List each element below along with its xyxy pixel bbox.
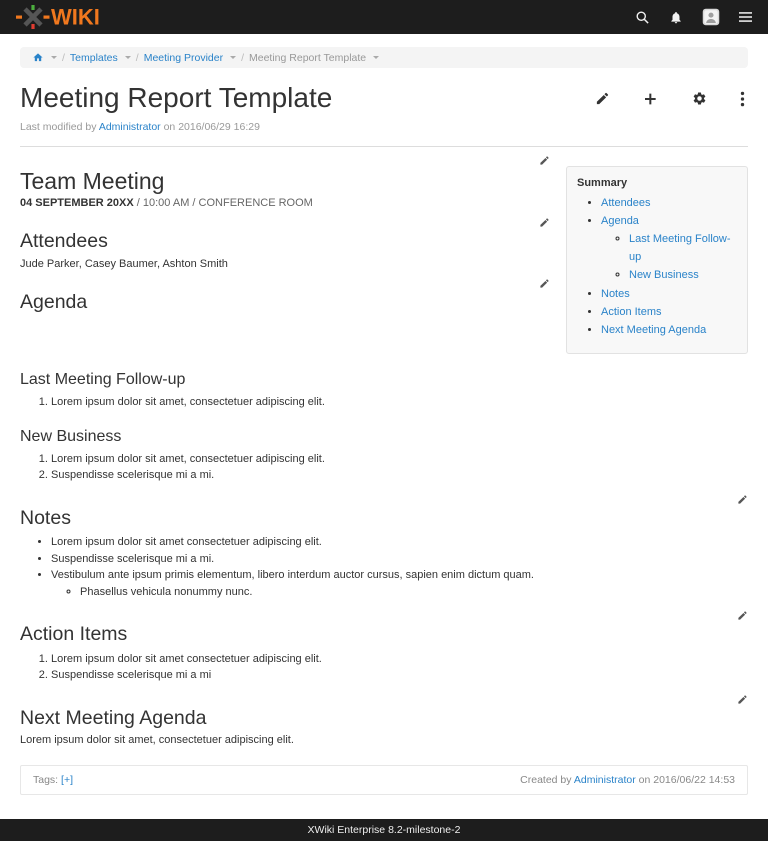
chevron-down-icon[interactable] — [373, 56, 379, 59]
summary-link-agenda[interactable]: Agenda — [601, 214, 639, 227]
home-icon[interactable] — [32, 52, 44, 63]
edit-page-button[interactable] — [595, 91, 610, 107]
section-notes — [20, 486, 748, 529]
meeting-date: 04 SEPTEMBER 20XX — [20, 197, 134, 210]
last-meeting-follow-up-list — [20, 394, 748, 411]
list-item: 2. Suspendisse scelerisque mi a mi — [51, 667, 748, 684]
summary-link-notes[interactable]: Notes — [601, 287, 630, 300]
breadcrumb-item-current: Meeting Report Template — [249, 51, 367, 64]
breadcrumb-item-meeting-provider[interactable]: Meeting Provider — [143, 51, 224, 64]
chevron-down-icon[interactable] — [51, 56, 57, 59]
created-by-line — [520, 774, 735, 786]
breadcrumb — [20, 47, 748, 68]
document-info-bar — [20, 765, 748, 795]
edit-section-pencil-icon[interactable] — [539, 217, 550, 228]
breadcrumb-separator: / — [62, 51, 65, 64]
list-item: 1. Lorem ipsum dolor sit amet, consectetuer adipiscing elit. — [51, 394, 748, 411]
chevron-down-icon[interactable] — [230, 56, 236, 59]
section-next-meeting-agenda — [20, 686, 748, 729]
section-heading-agenda: Agenda — [20, 290, 88, 313]
summary-link-next-meeting-agenda[interactable]: Next Meeting Agenda — [601, 323, 707, 336]
summary-list-item — [629, 266, 737, 284]
section-heading-notes: Notes — [20, 506, 71, 529]
list-item: • Lorem ipsum dolor sit amet consectetuer adipiscing elit. — [51, 534, 748, 551]
section-heading-attendees: Attendees — [20, 230, 108, 253]
summary-link-new-business[interactable]: New Business — [629, 269, 699, 282]
last-modified-prefix: Last modified by — [20, 120, 97, 133]
summary-list-item — [601, 321, 737, 339]
list-subitem: ◦ Phasellus vehicula nonummy nunc. — [80, 584, 748, 601]
list-item — [51, 567, 748, 600]
version-label: XWiki Enterprise 8.2-milestone-2 — [307, 824, 461, 837]
summary-list-item — [601, 285, 737, 303]
page-actions — [595, 83, 748, 107]
xwiki-logo-icon — [16, 5, 102, 29]
settings-gear-icon[interactable] — [692, 91, 707, 107]
attendees-names: Jude Parker, Casey Baumer, Ashton Smith — [20, 257, 228, 270]
section-attendees — [20, 209, 550, 252]
summary-list-item — [601, 212, 737, 285]
created-suffix: on 2016/06/22 14:53 — [638, 774, 735, 787]
breadcrumb-separator: / — [241, 51, 244, 64]
summary-panel — [566, 166, 748, 354]
created-prefix: Created by — [520, 774, 572, 787]
top-navbar — [0, 0, 768, 34]
search-icon[interactable] — [635, 10, 650, 25]
hamburger-menu-icon[interactable] — [739, 11, 752, 23]
tags-area — [33, 774, 73, 786]
summary-title: Summary — [577, 176, 628, 189]
notifications-bell-icon[interactable] — [669, 10, 683, 25]
action-items-list — [20, 651, 748, 684]
section-action-items — [20, 602, 748, 645]
last-modified-line — [20, 121, 332, 133]
edit-section-pencil-icon[interactable] — [737, 694, 748, 705]
list-item: 1. Lorem ipsum dolor sit amet, consectetuer adipiscing elit. — [51, 451, 748, 468]
created-user-link[interactable]: Administrator — [573, 774, 636, 787]
edit-section-pencil-icon[interactable] — [539, 278, 550, 289]
section-heading-new-business: New Business — [20, 427, 122, 445]
last-modified-user-link[interactable]: Administrator — [98, 120, 161, 133]
xwiki-logo-text: WIKI — [51, 5, 100, 29]
last-modified-suffix: on 2016/06/29 16:29 — [163, 120, 260, 133]
summary-list-item — [629, 230, 737, 266]
version-footer — [0, 819, 768, 841]
section-heading-last-meeting-follow-up: Last Meeting Follow-up — [20, 370, 186, 388]
list-item: 1. Lorem ipsum dolor sit amet consectetuer adipiscing elit. — [51, 651, 748, 668]
list-item-text: Vestibulum ante ipsum primis elementum, libero interdum auctor cursus, sapien enim dictum quam. — [51, 569, 534, 582]
edit-section-pencil-icon[interactable] — [539, 155, 550, 166]
edit-section-pencil-icon[interactable] — [737, 494, 748, 505]
section-heading-action-items: Action Items — [20, 623, 128, 646]
summary-link-attendees[interactable]: Attendees — [601, 196, 651, 209]
section-heading-next-meeting-agenda: Next Meeting Agenda — [20, 706, 207, 729]
meeting-time-location: / 10:00 AM / CONFERENCE ROOM — [133, 197, 313, 210]
list-item: 2. Suspendisse scelerisque mi a mi. — [51, 467, 748, 484]
new-business-list — [20, 451, 748, 484]
list-item: • Suspendisse scelerisque mi a mi. — [51, 551, 748, 568]
page-title: Meeting Report Template — [20, 82, 333, 113]
summary-link-action-items[interactable]: Action Items — [601, 305, 662, 318]
chevron-down-icon[interactable] — [125, 56, 131, 59]
summary-link-last-meeting-follow-up[interactable]: Last Meeting Follow-up — [629, 233, 731, 264]
section-agenda — [20, 270, 550, 313]
summary-list-item — [601, 303, 737, 321]
next-meeting-agenda-text: Lorem ipsum dolor sit amet, consectetuer adipiscing elit. — [20, 734, 294, 747]
add-tag-button[interactable]: [+] — [61, 774, 73, 787]
meeting-date-line — [20, 197, 550, 209]
breadcrumb-separator: / — [135, 51, 139, 64]
notes-list — [20, 534, 748, 600]
summary-list-item — [601, 194, 737, 212]
section-team-meeting — [20, 147, 550, 194]
xwiki-logo[interactable] — [16, 5, 102, 29]
more-options-kebab-icon[interactable] — [740, 91, 745, 107]
breadcrumb-item-templates[interactable]: Templates — [69, 51, 118, 64]
section-heading-team-meeting: Team Meeting — [20, 167, 165, 194]
tags-label: Tags: — [33, 774, 59, 787]
user-avatar[interactable] — [702, 8, 720, 26]
edit-section-pencil-icon[interactable] — [737, 610, 748, 621]
create-page-button[interactable] — [643, 91, 659, 107]
